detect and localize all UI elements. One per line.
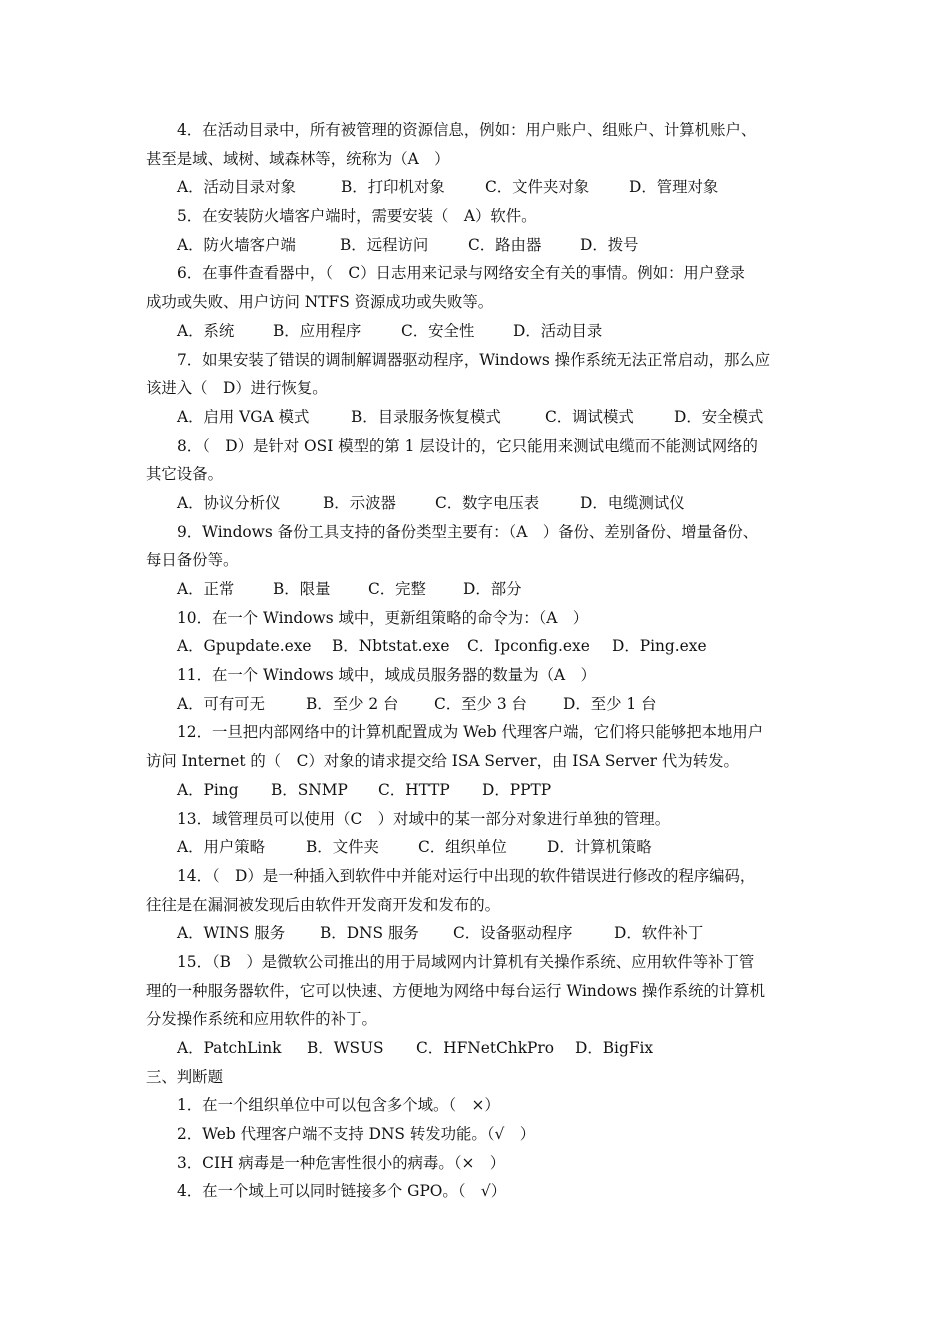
question-10-line-1: 10．在一个 Windows 域中，更新组策略的命令为：（A ） <box>177 608 589 627</box>
judgment-item: 3．CIH 病毒是一种危害性很小的病毒。（× ） <box>177 1153 506 1172</box>
option: C．设备驱动程序 <box>453 924 573 943</box>
option: A．活动目录对象 <box>177 178 296 197</box>
question-8-options <box>146 489 808 518</box>
question-7-line-2: 该进入（ D）进行恢复。 <box>146 379 328 398</box>
option: A．Ping <box>177 780 239 799</box>
question-14-line-2: 往往是在漏洞被发现后由软件开发商开发和发布的。 <box>146 895 500 914</box>
question-14-options <box>146 919 808 948</box>
option: A．协议分析仪 <box>177 493 281 512</box>
question-9-options <box>146 575 808 604</box>
question-12-options <box>146 776 808 805</box>
question-15-line-1: 15．（B ）是微软公司推出的用于局域网内计算机有关操作系统、应用软件等补丁管 <box>177 952 755 971</box>
question-15-options <box>146 1034 808 1063</box>
question-6-line-1: 6．在事件查看器中，（ C）日志用来记录与网络安全有关的事情。例如：用户登录 <box>177 264 745 283</box>
option: C．至少 3 台 <box>434 694 527 713</box>
question-5-options <box>146 231 808 260</box>
question-9-line-2: 每日备份等。 <box>146 551 239 570</box>
option: B．SNMP <box>271 780 348 799</box>
option: B．至少 2 台 <box>306 694 399 713</box>
document-page <box>146 116 808 1206</box>
option: C．安全性 <box>401 321 475 340</box>
option: D．电缆测试仪 <box>580 493 685 512</box>
option: A．系统 <box>177 321 235 340</box>
option: B．限量 <box>273 580 331 598</box>
question-4-line-1: 4．在活动目录中，所有被管理的资源信息，例如：用户账户、组账户、计算机账户、 <box>177 121 757 139</box>
question-15-line-3: 分发操作系统和应用软件的补丁。 <box>146 1010 377 1029</box>
option: A．启用 VGA 模式 <box>177 407 310 426</box>
option: B．文件夹 <box>306 838 379 857</box>
judgment-item: 1．在一个组织单位中可以包含多个域。（ ×） <box>177 1096 500 1115</box>
option: B．应用程序 <box>273 321 362 340</box>
question-14-line-1: 14．（ D）是一种插入到软件中并能对运行中出现的软件错误进行修改的程序编码， <box>177 866 756 885</box>
question-10-options <box>146 632 808 661</box>
option: B．DNS 服务 <box>320 924 419 943</box>
option: D．活动目录 <box>513 321 603 340</box>
option: C．HFNetChkPro <box>416 1039 555 1057</box>
question-7-options <box>146 403 808 432</box>
option: A．Gpupdate.exe <box>177 637 312 656</box>
question-13-options <box>146 833 808 862</box>
option: A．用户策略 <box>177 838 266 857</box>
option: C．文件夹对象 <box>485 178 590 197</box>
question-12-line-2: 访问 Internet 的（ C）对象的请求提交给 ISA Server，由 ISA Server 代为转发。 <box>146 752 739 771</box>
option: C．完整 <box>368 580 426 598</box>
question-7-line-1: 7．如果安装了错误的调制解调器驱动程序，Windows 操作系统无法正常启动，那么应 <box>177 350 771 369</box>
judgment-item: 4．在一个域上可以同时链接多个 GPO。（ √） <box>177 1182 507 1201</box>
question-13-line-1: 13．域管理员可以使用（C ）对域中的某一部分对象进行单独的管理。 <box>177 809 671 828</box>
question-8-line-2: 其它设备。 <box>146 465 223 484</box>
option: D．BigFix <box>575 1039 654 1057</box>
option: D．管理对象 <box>629 178 719 197</box>
option: A．正常 <box>177 580 235 598</box>
question-5-line-1: 5．在安装防火墙客户端时，需要安装（ A）软件。 <box>177 207 537 226</box>
option: C．调试模式 <box>545 407 634 426</box>
question-11-options <box>146 690 808 719</box>
option: B．Nbtstat.exe <box>332 637 450 656</box>
question-4-line-2: 甚至是域、域树、域森林等，统称为（A ） <box>146 149 450 168</box>
option: D．至少 1 台 <box>563 694 657 713</box>
option: D．计算机策略 <box>547 838 652 857</box>
option: A．WINS 服务 <box>177 924 286 943</box>
option: B．目录服务恢复模式 <box>351 407 501 426</box>
option: A．PatchLink <box>177 1039 282 1057</box>
option: D．部分 <box>463 580 522 598</box>
option: C．数字电压表 <box>435 493 540 512</box>
question-12-line-1: 12．一旦把内部网络中的计算机配置成为 Web 代理客户端，它们将只能够把本地用户 <box>177 723 764 742</box>
option: D．安全模式 <box>674 407 764 426</box>
option: C．路由器 <box>468 235 542 254</box>
option: C．HTTP <box>378 780 450 799</box>
option: A．可有可无 <box>177 694 266 713</box>
question-8-line-1: 8．（ D）是针对 OSI 模型的第 1 层设计的，它只能用来测试电缆而不能测试网络的 <box>177 436 758 455</box>
option: D．拨号 <box>580 235 639 254</box>
option: B．打印机对象 <box>341 178 445 197</box>
section-heading: 三、判断题 <box>146 1067 223 1086</box>
option: B．远程访问 <box>340 235 429 254</box>
option: D．软件补丁 <box>614 924 704 943</box>
option: B．示波器 <box>323 493 396 512</box>
question-4-options <box>146 173 808 202</box>
option: B．WSUS <box>307 1039 384 1057</box>
question-15-line-2: 理的一种服务器软件，它可以快速、方便地为网络中每台运行 Windows 操作系统的计算机 <box>146 981 766 1000</box>
question-6-line-2: 成功或失败、用户访问 NTFS 资源成功或失败等。 <box>146 293 494 312</box>
question-6-options <box>146 317 808 346</box>
option: C．组织单位 <box>418 838 507 857</box>
option: D．Ping.exe <box>612 637 707 656</box>
option: C．Ipconfig.exe <box>467 637 590 656</box>
option: D．PPTP <box>482 780 552 799</box>
question-9-line-1: 9．Windows 备份工具支持的备份类型主要有：（A ）备份、差别备份、增量备份、 <box>177 522 759 541</box>
option: A．防火墙客户端 <box>177 235 296 254</box>
question-11-line-1: 11．在一个 Windows 域中，域成员服务器的数量为（A ） <box>177 666 596 685</box>
judgment-item: 2．Web 代理客户端不支持 DNS 转发功能。（√ ） <box>177 1125 536 1144</box>
